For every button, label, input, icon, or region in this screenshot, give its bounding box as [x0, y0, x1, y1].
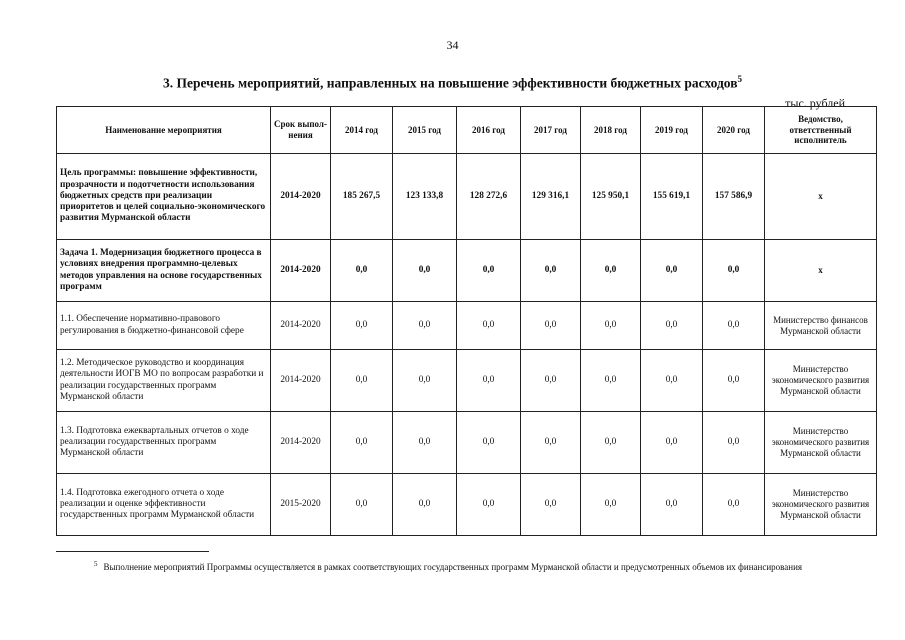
section-title [0, 74, 905, 92]
cell-2014: 0,0 [331, 474, 393, 536]
table-row [57, 474, 877, 536]
cell-name: 1.4. Подготовка ежегодного отчета о ходе реализации и оценке эффективности государственных программ Мурманской области [57, 474, 271, 536]
cell-2020: 0,0 [703, 302, 765, 350]
cell-2019: 155 619,1 [641, 154, 703, 240]
cell-2015: 0,0 [393, 302, 457, 350]
footnote-divider [56, 551, 209, 552]
units-label: тыс. рублей [785, 96, 845, 110]
cell-responsible: Министерство экономического развития Мурманской области [765, 412, 877, 474]
cell-2019: 0,0 [641, 350, 703, 412]
header-period: Срок выпол-нения [271, 107, 331, 154]
cell-2018: 0,0 [581, 474, 641, 536]
cell-2014: 185 267,5 [331, 154, 393, 240]
cell-2019: 0,0 [641, 412, 703, 474]
cell-name: 1.1. Обеспечение нормативно-правового регулирования в бюджетно-финансовой сфере [57, 302, 271, 350]
page-number: 34 [446, 38, 459, 52]
header-2015: 2015 год [393, 107, 457, 154]
cell-2018: 0,0 [581, 240, 641, 302]
cell-2017: 0,0 [521, 240, 581, 302]
cell-2014: 0,0 [331, 412, 393, 474]
footnote-text: Выполнение мероприятий Программы осуществляется в рамках соответствующих государственных программ Мурманской области и предусмотренных объемов их финансирования [103, 562, 803, 572]
footnote-mark: 5 [94, 560, 98, 568]
section-title-text: 3. Перечень мероприятий, направленных на повышение эффективности бюджетных расходов [162, 75, 738, 91]
cell-2015: 0,0 [393, 474, 457, 536]
cell-name: Цель программы: повышение эффективности, прозрачности и подотчетности использования бюджетных средств при реализации приоритетов и целей социально-экономического развития Мурманской области [57, 154, 271, 240]
cell-2014: 0,0 [331, 350, 393, 412]
cell-2019: 0,0 [641, 474, 703, 536]
cell-2020: 0,0 [703, 240, 765, 302]
header-2019: 2019 год [641, 107, 703, 154]
cell-name: 1.3. Подготовка ежеквартальных отчетов о ходе реализации государственных программ Мурманской области [57, 412, 271, 474]
cell-2015: 0,0 [393, 412, 457, 474]
cell-period: 2014-2020 [271, 240, 331, 302]
cell-responsible: Министерство экономического развития Мурманской области [765, 350, 877, 412]
cell-2015: 0,0 [393, 240, 457, 302]
header-name: Наименование мероприятия [57, 107, 271, 154]
cell-2019: 0,0 [641, 240, 703, 302]
cell-2016: 0,0 [457, 302, 521, 350]
header-2020: 2020 год [703, 107, 765, 154]
cell-2018: 0,0 [581, 350, 641, 412]
cell-2020: 0,0 [703, 474, 765, 536]
cell-period: 2014-2020 [271, 154, 331, 240]
cell-2017: 129 316,1 [521, 154, 581, 240]
cell-2017: 0,0 [521, 302, 581, 350]
cell-name: 1.2. Методическое руководство и координация деятельности ИОГВ МО по вопросам разработки и реализации государственных программ Мурманской области [57, 350, 271, 412]
cell-2018: 125 950,1 [581, 154, 641, 240]
header-2018: 2018 год [581, 107, 641, 154]
header-2016: 2016 год [457, 107, 521, 154]
table-row [57, 412, 877, 474]
cell-2015: 123 133,8 [393, 154, 457, 240]
cell-2016: 0,0 [457, 350, 521, 412]
cell-2020: 0,0 [703, 350, 765, 412]
cell-period: 2014-2020 [271, 302, 331, 350]
budget-measures-table [56, 106, 877, 536]
cell-period: 2014-2020 [271, 412, 331, 474]
cell-2014: 0,0 [331, 302, 393, 350]
cell-name: Задача 1. Модернизация бюджетного процесса в условиях внедрения программно-целевых методов управления на основе государственных программ [57, 240, 271, 302]
header-2017: 2017 год [521, 107, 581, 154]
table-header-row [57, 107, 877, 154]
header-responsible: Ведомство, ответственный исполнитель [765, 107, 877, 154]
table-row [57, 240, 877, 302]
table-row [57, 302, 877, 350]
table-row [57, 154, 877, 240]
cell-2019: 0,0 [641, 302, 703, 350]
cell-2017: 0,0 [521, 412, 581, 474]
table-row [57, 350, 877, 412]
cell-2016: 0,0 [457, 474, 521, 536]
cell-period: 2014-2020 [271, 350, 331, 412]
cell-2018: 0,0 [581, 302, 641, 350]
title-footnote-ref[interactable]: 5 [737, 74, 743, 84]
cell-responsible: х [765, 240, 877, 302]
cell-period: 2015-2020 [271, 474, 331, 536]
cell-responsible: Министерство экономического развития Мурманской области [765, 474, 877, 536]
cell-2017: 0,0 [521, 474, 581, 536]
cell-2016: 128 272,6 [457, 154, 521, 240]
cell-2020: 0,0 [703, 412, 765, 474]
footnote [56, 560, 844, 573]
header-2014: 2014 год [331, 107, 393, 154]
cell-2020: 157 586,9 [703, 154, 765, 240]
cell-2014: 0,0 [331, 240, 393, 302]
cell-2018: 0,0 [581, 412, 641, 474]
cell-2015: 0,0 [393, 350, 457, 412]
cell-2016: 0,0 [457, 412, 521, 474]
cell-responsible: Министерство финансов Мурманской области [765, 302, 877, 350]
cell-2016: 0,0 [457, 240, 521, 302]
cell-responsible: х [765, 154, 877, 240]
cell-2017: 0,0 [521, 350, 581, 412]
